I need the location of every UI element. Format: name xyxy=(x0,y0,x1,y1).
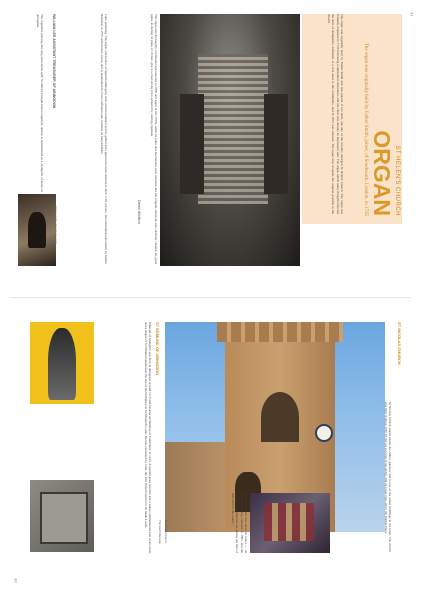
organ-photo xyxy=(160,14,300,266)
nicholas-heading: ST NICOLAS CHURCH xyxy=(397,322,402,365)
nicholas-text: St Nicolas Church stands beside the Abbey gateway and is one of the oldest buildings in the town. The church was built in about 1180 for the lay servants of the Abbey and its tower rises above the Market Place. xyxy=(383,402,392,552)
organ-case xyxy=(180,94,204,194)
abingdon-note xyxy=(18,14,56,192)
edmund-statue-photo xyxy=(30,322,94,404)
edmund-heading: ST EDMUND OF ABINGDON xyxy=(155,322,160,376)
organ-kicker: ST HELEN'S CHURCH xyxy=(394,145,400,216)
abingdon-heading: WILLIAM LEE ASSISTANT TREASURER OF ABINGDON xyxy=(52,14,56,109)
organ-caption: Daniel Whittern xyxy=(137,200,141,224)
edmund-plaque-photo xyxy=(30,480,94,552)
church-window xyxy=(261,392,299,442)
caption-1: St Nicolas Church xyxy=(164,520,168,543)
clock-icon xyxy=(315,424,333,442)
edmund-section xyxy=(96,322,160,554)
edmund-statue xyxy=(48,328,76,400)
organ-case-right xyxy=(264,94,288,194)
organ-body-col1: The organ was originally built by Father Smith and was played, if not built, one day at the recently enlarged St Helen's Church. The organ was formally reopened in 1725 following a substantial restoration, and the choir was already an impressive unit. The organ, which many thought reflected the skill of Abingdon's craftsmen, is a rich asset to the community, and in 1827 was restored. The organ now occupies the original position in the church. xyxy=(327,14,344,214)
organ-intro: The organ was originally built by Father Smith, joiner, of Southwark, London, in 1725 xyxy=(363,42,368,216)
organ-pipes xyxy=(198,54,268,204)
organ-body-col3: Later panelling. The organ casework is of Spanish mahogany with carved ornament and its gilded front pipes have been restored to their 1725 colours. The instrument was rebuilt by Martin Renshaw in 1970 with tracker action, and is maintained by local craftsmen who continue its long tradition. xyxy=(99,14,108,264)
nicholas-figures xyxy=(264,503,314,541)
statue-figure xyxy=(28,212,46,248)
gutter-divider xyxy=(10,297,411,298)
organ-body-col2: The organ was thoroughly overhauled and restored in 1899 and again in the 1970s, when its pipes and mechanism were renewed and the original casework was carefully cleaned. Its great pipes, including 34 pipes of 16 feet, give it a clear strong voice admired by visiting organists. xyxy=(149,14,158,264)
nicholas-sidebar xyxy=(340,322,402,552)
abingdon-text: The organist's playing and long association with St Helen's brought him recognition, and he is remembered as a champion of music in Abingdon. xyxy=(35,14,44,192)
organ-text-block xyxy=(58,14,158,266)
church-tower-top xyxy=(217,322,343,342)
page-number-bottom: 40 xyxy=(13,578,19,583)
page-number-top: 41 xyxy=(409,12,415,17)
nicholas-lower-text xyxy=(200,493,248,553)
plaque-face xyxy=(40,492,88,544)
organ-headline: ORGAN xyxy=(369,130,395,216)
edmund-text: Edmund of Abingdon was born in Abingdon around 1175 and became Archbishop of Canterbury in 1233. A stained glass window and a statue commemorate him in the town, and a chapel of St Edmund stands near the site of his birthplace in St Edmund's Lane. He was canonised in 1246, the first Oxford teacher to be made a saint. xyxy=(143,322,152,554)
caption-2: The south doorway xyxy=(158,520,162,544)
nicholas-photo xyxy=(250,493,330,553)
nicholas-text2: The lower tower has survived intact — its Norman doorway, restored in 1881, and the Gothic tower windows are among the best of their kind in the county. xyxy=(231,493,248,553)
statue-caption: Statue in the church grounds xyxy=(54,206,58,245)
organ-sidebar xyxy=(302,14,402,224)
statue-photo xyxy=(18,194,56,266)
